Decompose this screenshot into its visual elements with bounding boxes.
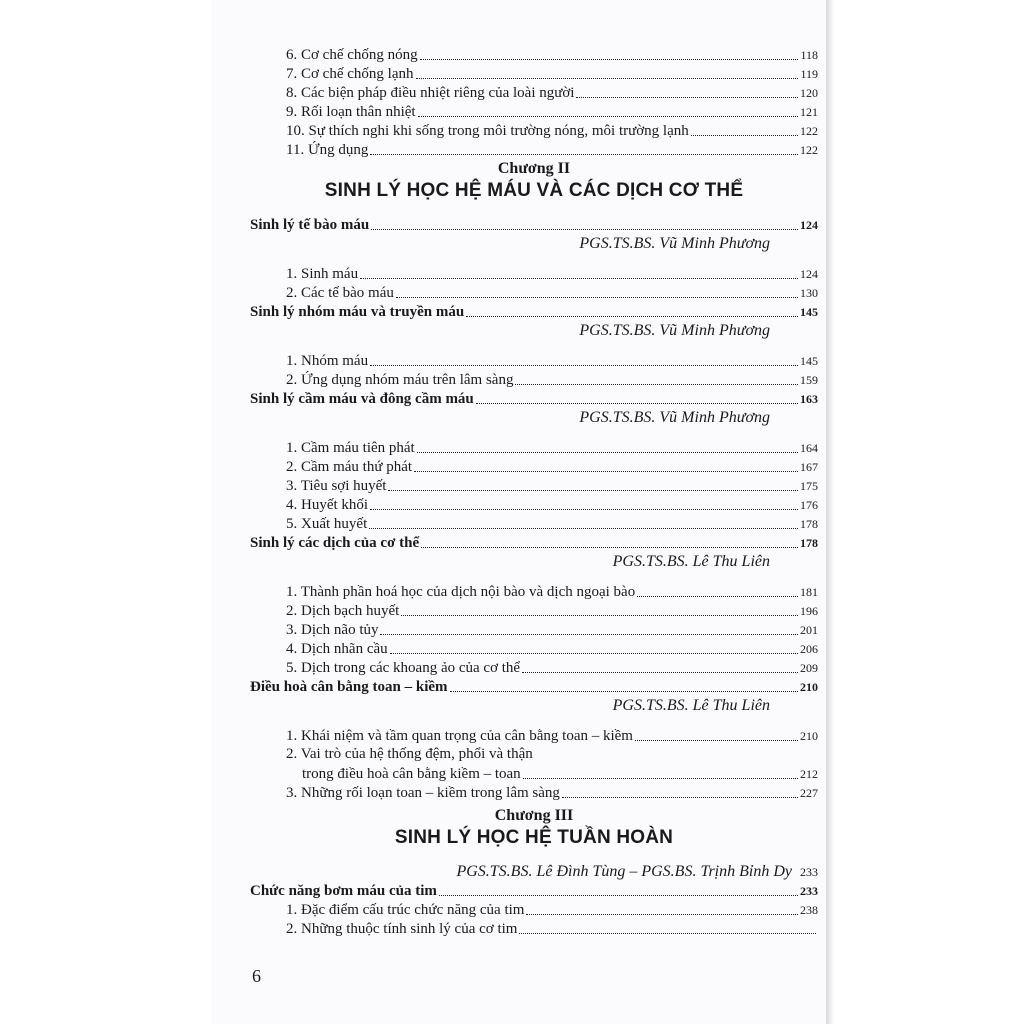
toc-entry: 1. Đặc điểm cấu trúc chức năng của tim 238 [286, 902, 818, 918]
section-author: PGS.TS.BS. Lê Thu Liên [612, 553, 770, 570]
toc-entry: 1. Khái niệm và tầm quan trọng của cân bằng toan – kiềm 210 [286, 728, 818, 744]
toc-entry: 4. Dịch nhãn cầu 206 [286, 641, 818, 657]
toc-entry: 3. Dịch não tủy 201 [286, 622, 818, 638]
toc-entry: 2. Ứng dụng nhóm máu trên lâm sàng 159 [286, 372, 818, 388]
chapter-label: Chương II [497, 160, 571, 177]
table-of-contents [250, 45, 818, 938]
toc-entry: 1. Cầm máu tiên phát 164 [286, 440, 818, 456]
toc-entry: 10. Sự thích nghi khi sống trong môi trường nóng, môi trường lạnh 122 [286, 123, 818, 139]
toc-entry: 6. Cơ chế chống nóng 118 [286, 47, 818, 63]
chapter-label: Chương III [494, 807, 574, 824]
page-edge-shadow [826, 0, 834, 1024]
toc-entry: 1. Nhóm máu 145 [286, 353, 818, 369]
chapter-author-row: PGS.TS.BS. Lê Đình Tùng – PGS.BS. Trịnh Bỉnh Dy 233 [456, 863, 818, 880]
toc-entry: 1. Sinh máu 124 [286, 266, 818, 282]
chapter-title: SINH LÝ HỌC HỆ MÁU VÀ CÁC DỊCH CƠ THỂ [324, 180, 744, 201]
toc-entry: 5. Dịch trong các khoang ảo của cơ thể 209 [286, 660, 818, 676]
toc-entry: trong điều hoà cân bằng kiềm – toan 212 [302, 766, 818, 782]
section-author: PGS.TS.BS. Vũ Minh Phương [579, 235, 770, 252]
section-author: PGS.TS.BS. Vũ Minh Phương [579, 322, 770, 339]
toc-entry: 3. Những rối loạn toan – kiềm trong lâm sàng 227 [286, 785, 818, 801]
toc-entry: 7. Cơ chế chống lạnh 119 [286, 66, 818, 82]
toc-section: Sinh lý cầm máu và đông cầm máu 163 [250, 391, 818, 407]
toc-entry: 2. Cầm máu thứ phát 167 [286, 459, 818, 475]
toc-entry: 1. Thành phần hoá học của dịch nội bào và dịch ngoại bào 181 [286, 584, 818, 600]
toc-section: Sinh lý nhóm máu và truyền máu 145 [250, 304, 818, 320]
toc-entry: 9. Rối loạn thân nhiệt 121 [286, 104, 818, 120]
toc-section: Chức năng bơm máu của tim 233 [250, 883, 818, 899]
toc-entry: 8. Các biện pháp điều nhiệt riêng của loài người 120 [286, 85, 818, 101]
toc-entry: 3. Tiêu sợi huyết 175 [286, 478, 818, 494]
toc-section: Sinh lý các dịch của cơ thể 178 [250, 535, 818, 551]
toc-section: Điều hoà cân bằng toan – kiềm 210 [250, 679, 818, 695]
toc-entry: 5. Xuất huyết 178 [286, 516, 818, 532]
toc-entry: 2. Những thuộc tính sinh lý của cơ tim [250, 919, 818, 938]
chapter-title: SINH LÝ HỌC HỆ TUẦN HOÀN [394, 827, 674, 848]
page-number: 6 [252, 966, 261, 986]
book-page [212, 0, 826, 1024]
toc-entry: 4. Huyết khối 176 [286, 497, 818, 513]
toc-entry: 2. Các tế bào máu 130 [286, 285, 818, 301]
toc-entry: 11. Ứng dụng 122 [286, 142, 818, 158]
section-author: PGS.TS.BS. Lê Thu Liên [612, 697, 770, 714]
toc-entry: 2. Dịch bạch huyết 196 [286, 603, 818, 619]
toc-section: Sinh lý tế bào máu 124 [250, 217, 818, 233]
section-author: PGS.TS.BS. Vũ Minh Phương [579, 409, 770, 426]
toc-entry-line: 2. Vai trò của hệ thống đệm, phổi và thận [286, 746, 533, 762]
